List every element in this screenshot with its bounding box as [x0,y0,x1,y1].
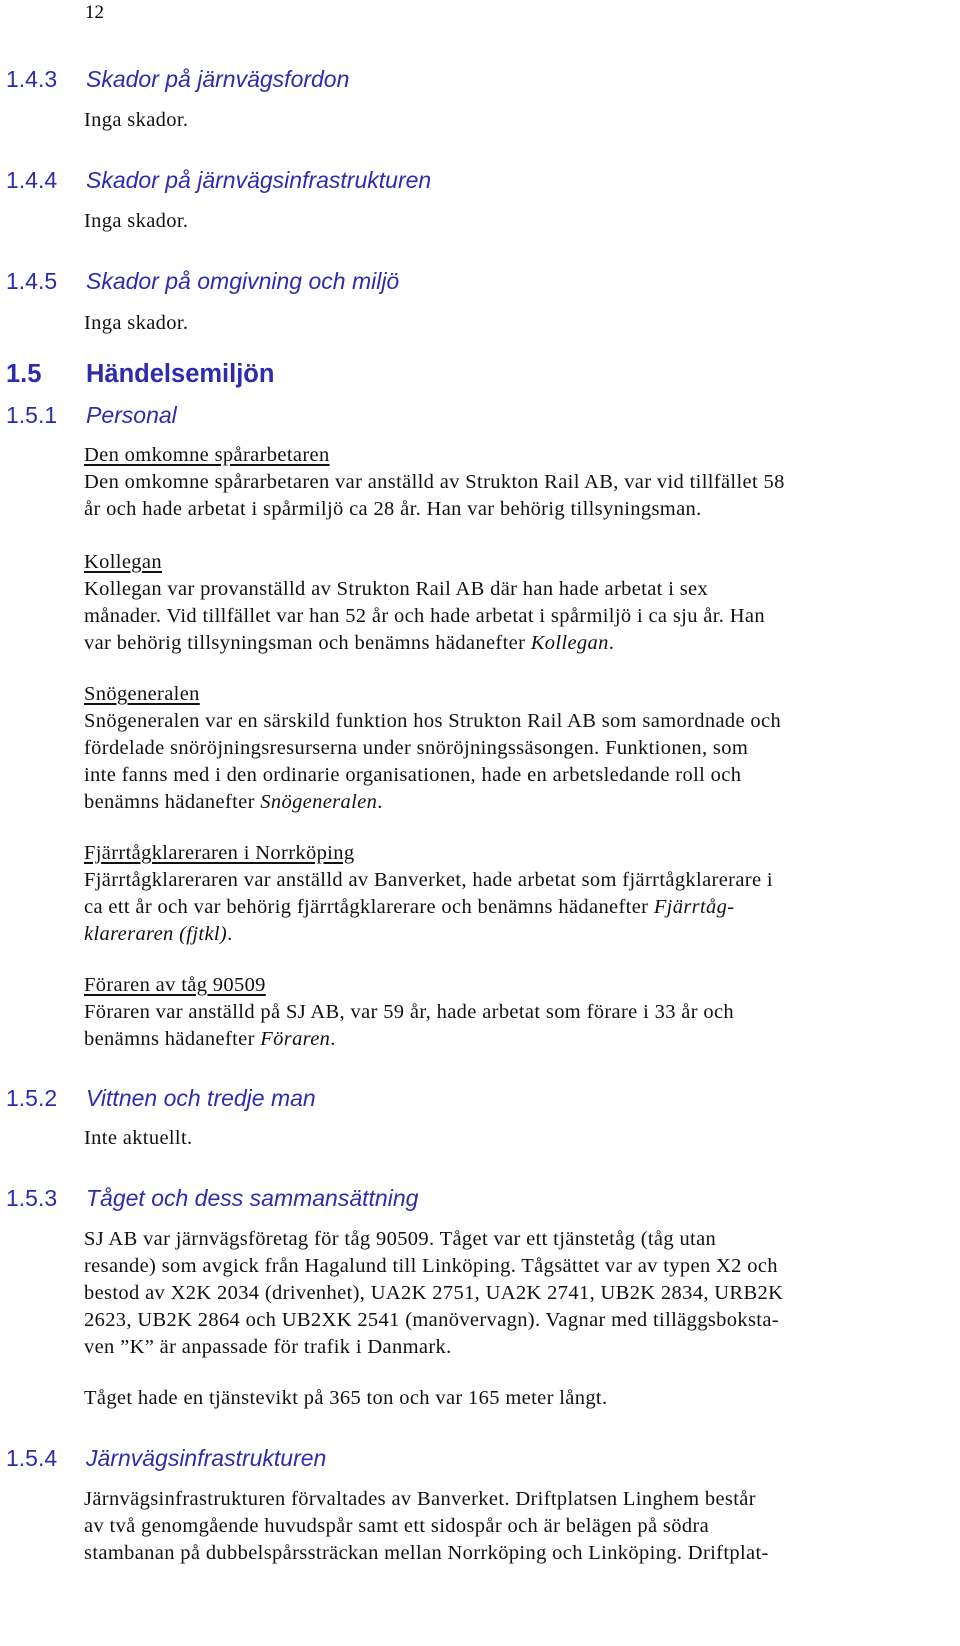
text-run: . [608,632,615,654]
paragraph-line: bestod av X2K 2034 (drivenhet), UA2K 2751, UA2K 2741, UB2K 2834, URB2K [84,1282,784,1304]
section-number: 1.5.4 [6,1445,58,1471]
section-paragraph-1-5-4 [84,1486,960,1567]
section-number: 1.5 [6,360,42,388]
section-title: Händelsemiljön [86,360,275,388]
section-heading-1-4-4 [6,167,431,194]
section-title: Järnvägsinfrastrukturen [86,1445,327,1471]
text-run: benämns hädanefter [84,791,261,813]
section-title: Vittnen och tredje man [86,1085,316,1111]
section-title: Skador på järnvägsfordon [86,66,350,92]
section-text-1-5-2: Inte aktuellt. [84,1127,193,1149]
personal-heading: Föraren av tåg 90509 [84,974,266,996]
section-number: 1.4.4 [6,167,58,193]
page-number: 12 [85,2,104,23]
defined-term: Föraren [260,1028,331,1050]
personal-block-foraren [84,972,960,1053]
section-number: 1.4.3 [6,66,58,92]
defined-term: Kollegan [530,632,609,654]
section-number: 1.5.2 [6,1085,58,1111]
text-run: benämns hädanefter [84,1028,261,1050]
paragraph-line [84,630,960,657]
paragraph-line: SJ AB var järnvägsföretag för tåg 90509. Tåget var ett tjänstetåg (tåg utan [84,1228,717,1250]
paragraph-line [84,1026,960,1053]
paragraph-line: 2623, UB2K 2864 och UB2XK 2541 (manövervagn). Vagnar med tilläggsboksta- [84,1309,779,1331]
paragraph-line: av två genomgående huvudspår samt ett sidospår och är belägen på södra [84,1515,710,1537]
section-number: 1.5.3 [6,1185,58,1211]
personal-heading: Fjärrtågklareraren i Norrköping [84,842,355,864]
section-heading-1-4-3 [6,66,349,93]
text-run: . [377,791,383,813]
personal-heading: Kollegan [84,551,162,573]
personal-block-omkomne [84,442,960,523]
section-text-1-4-5: Inga skador. [84,312,189,334]
section-heading-1-5-2 [6,1085,316,1112]
section-text-1-4-3: Inga skador. [84,109,189,131]
text-run: . [227,923,233,945]
text-run: var behörig tillsyningsman och benämns hädanefter [84,632,531,654]
paragraph-line: Kollegan var provanställd av Strukton Rail AB där han hade arbetat i sex [84,578,709,600]
paragraph-line: månader. Vid tillfället var han 52 år och hade arbetat i spårmiljö i ca sju år. Han [84,605,765,627]
paragraph-line: Den omkomne spårarbetaren var anställd av Strukton Rail AB, var vid tillfället 58 [84,471,785,493]
section-text-1-4-4: Inga skador. [84,210,189,232]
paragraph-line: år och hade arbetat i spårmiljö ca 28 år. Han var behörig tillsyningsman. [84,498,702,520]
personal-heading: Den omkomne spårarbetaren [84,444,330,466]
paragraph-line: stambanan på dubbelspårssträckan mellan Norrköping och Linköping. Driftplat- [84,1542,769,1564]
defined-term: klareraren (fjtkl) [84,923,228,945]
paragraph-line: Snögeneralen var en särskild funktion hos Strukton Rail AB som samordnade och [84,710,782,732]
section-heading-1-4-5 [6,268,399,295]
section-paragraph-1-5-3-b: Tåget hade en tjänstevikt på 365 ton och var 165 meter långt. [84,1387,608,1409]
section-paragraph-1-5-3 [84,1226,960,1361]
section-number: 1.4.5 [6,268,58,294]
personal-heading: Snögeneralen [84,683,200,705]
paragraph-line: Föraren var anställd på SJ AB, var 59 år, hade arbetat som förare i 33 år och [84,1001,735,1023]
section-title: Personal [86,402,177,428]
defined-term: Snögeneralen [260,791,378,813]
paragraph-line: Järnvägsinfrastrukturen förvaltades av Banverket. Driftplatsen Linghem består [84,1488,756,1510]
defined-term: Fjärrtåg- [653,896,735,918]
paragraph-line: fördelade snöröjningsresurserna under snöröjningssäsongen. Funktionen, som [84,737,749,759]
personal-block-snogeneralen [84,681,960,816]
section-title: Skador på omgivning och miljö [86,268,400,294]
section-title: Tåget och dess sammansättning [86,1185,419,1211]
paragraph-line [84,921,960,948]
section-title: Skador på järnvägsinfrastrukturen [86,167,432,193]
paragraph-line: Fjärrtågklareraren var anställd av Banverket, hade arbetat som fjärrtågklarerare i [84,869,773,891]
personal-block-fjarrtagklareraren [84,840,960,948]
section-heading-1-5-3 [6,1185,418,1212]
paragraph-line: inte fanns med i den ordinarie organisationen, hade en arbetsledande roll och [84,764,742,786]
personal-block-kollegan [84,549,960,657]
paragraph-line [84,894,960,921]
paragraph-line [84,789,960,816]
section-heading-1-5-4 [6,1445,326,1472]
text-run: . [330,1028,336,1050]
chapter-heading-1-5 [6,360,274,389]
text-run: ca ett år och var behörig fjärrtågklarerare och benämns hädanefter [84,896,654,918]
paragraph-line: resande) som avgick från Hagalund till Linköping. Tågsättet var av typen X2 och [84,1255,778,1277]
section-heading-1-5-1 [6,402,177,429]
paragraph-line: ven ”K” är anpassade för trafik i Danmark. [84,1336,452,1358]
section-number: 1.5.1 [6,402,58,428]
